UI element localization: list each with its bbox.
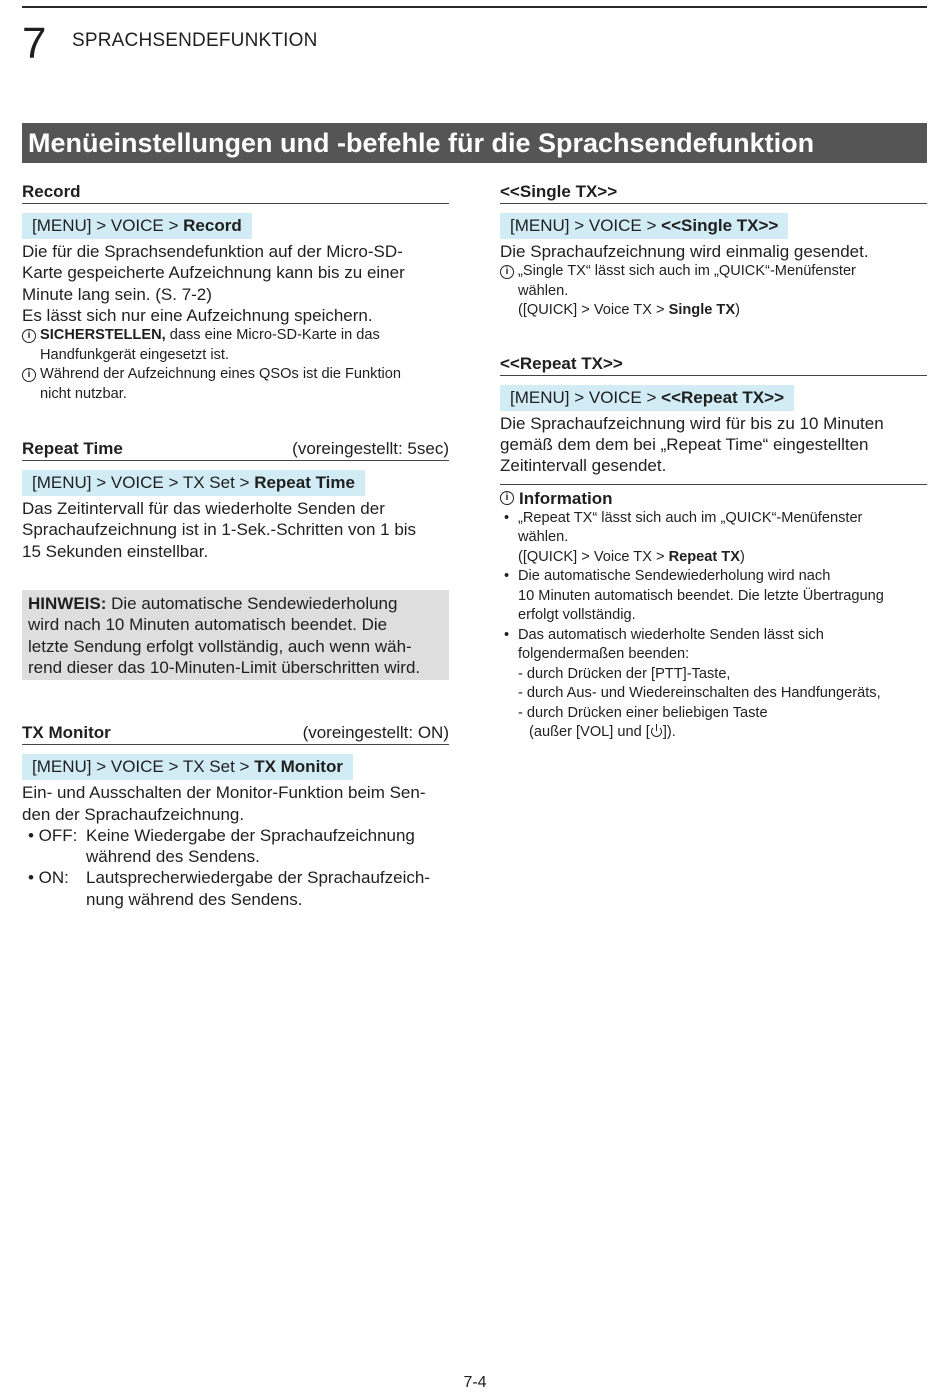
single-tx-title: <<Single TX>> [500, 182, 618, 201]
tx-monitor-description [22, 782, 449, 825]
menu-path-prefix: [MENU] > VOICE > TX Set > [32, 757, 255, 777]
bullet: • [504, 568, 510, 585]
menu-path-item: TX Monitor [254, 757, 343, 777]
bullet: • [504, 626, 510, 643]
info-icon: i [500, 265, 514, 279]
repeat-time-title: Repeat Time [22, 439, 123, 459]
repeat-time-default: (voreingestellt: 5sec) [292, 439, 449, 459]
menu-path-item: <<Repeat TX>> [661, 387, 784, 407]
info-text: ]). [662, 724, 676, 741]
repeat-tx-heading [500, 353, 927, 376]
single-tx-heading [500, 181, 927, 204]
note-text: „Single TX“ lässt sich auch im „QUICK“-Menüfenster [518, 263, 856, 280]
info-subitem: - durch Drücken der [PTT]-Taste, [518, 665, 731, 682]
option-text: Lautsprecherwiedergabe der Sprachaufzeich- [86, 868, 430, 888]
tx-monitor-heading [22, 722, 449, 745]
body-line: Es lässt sich nur eine Aufzeichnung speichern. [22, 305, 373, 325]
info-text: Die automatische Sendewiederholung wird nach [518, 568, 831, 585]
note-text: dass eine Micro-SD-Karte in das [165, 327, 380, 344]
body-line: Die Sprachaufzeichnung wird für bis zu 10 Minuten [500, 413, 884, 433]
hinweis-text: wird nach 10 Minuten automatisch beendet. Die [28, 615, 388, 635]
repeat-tx-description [500, 413, 927, 477]
chapter-number: 7 [22, 19, 47, 68]
info-text: „Repeat TX“ lässt sich auch im „QUICK“-Menüfenster [518, 509, 863, 526]
single-tx-description [500, 241, 927, 262]
body-line: Das Zeitintervall für das wiederholte Senden der [22, 499, 385, 519]
note-text: ) [735, 302, 740, 319]
information-item [500, 567, 927, 626]
menu-path-item: Repeat Time [254, 473, 355, 493]
right-column [500, 181, 927, 743]
option-label: • OFF: [28, 825, 78, 845]
information-title: Information [519, 488, 613, 508]
info-text: ([QUICK] > Voice TX > [518, 548, 669, 565]
note-text: Handfunkgerät eingesetzt ist. [40, 346, 230, 363]
information-item [500, 626, 927, 743]
body-line: Sprachaufzeichnung ist in 1-Sek.-Schritten von 1 bis [22, 520, 417, 540]
repeat-tx-title: <<Repeat TX>> [500, 353, 623, 373]
top-rule [22, 6, 927, 8]
menu-path-prefix: [MENU] > VOICE > TX Set > [32, 473, 255, 493]
info-text: Das automatisch wiederholte Senden lässt sich [518, 626, 824, 643]
info-text: wählen. [518, 529, 569, 546]
record-menu-path [22, 213, 252, 239]
menu-path-prefix: [MENU] > VOICE > [510, 387, 662, 407]
info-icon: i [22, 368, 36, 382]
left-column [22, 181, 449, 910]
information-list [500, 509, 927, 743]
information-item [500, 509, 927, 568]
info-subitem: - durch Drücken einer beliebigen Taste [518, 704, 768, 721]
tx-monitor-default: (voreingestellt: ON) [302, 723, 449, 743]
note-text: wählen. [518, 282, 569, 299]
tx-monitor-title: TX Monitor [22, 723, 111, 743]
bullet: • [504, 509, 510, 526]
note-text: Während der Aufzeichnung eines QSOs ist die Funktion [40, 366, 401, 383]
option-on [22, 867, 449, 910]
record-note-qso [22, 365, 449, 404]
repeat-time-heading [22, 438, 449, 461]
body-line: Karte gespeicherte Aufzeichnung kann bis zu einer [22, 263, 405, 283]
section-banner: Menüeinstellungen und -befehle für die Sprachsendefunktion [22, 123, 927, 163]
hinweis-box [22, 590, 449, 680]
option-text: Keine Wiedergabe der Sprachaufzeichnung [86, 825, 415, 845]
note-text: nicht nutzbar. [40, 385, 127, 402]
chapter-title: SPRACHSENDEFUNKTION [72, 30, 318, 51]
record-description [22, 241, 449, 326]
menu-path-prefix: [MENU] > VOICE > [32, 216, 184, 235]
hinweis-text: letzte Sendung erfolgt vollständig, auch wenn wäh- [28, 636, 412, 656]
option-label: • ON: [28, 868, 69, 888]
menu-path-item: <<Single TX>> [661, 216, 779, 235]
body-line: Minute lang sein. (S. 7-2) [22, 284, 212, 304]
repeat-time-description [22, 498, 449, 562]
info-subitem-cont [518, 723, 927, 743]
power-icon [650, 724, 663, 737]
info-emphasis: Repeat TX [668, 548, 740, 565]
single-tx-note [500, 262, 927, 321]
info-icon: i [22, 329, 36, 343]
note-emphasis: SICHERSTELLEN, [40, 327, 166, 344]
single-tx-menu-path [500, 213, 788, 239]
info-subitem: - durch Aus- und Wiedereinschalten des Handfungeräts, [518, 685, 881, 702]
menu-path-prefix: [MENU] > VOICE > [510, 216, 662, 235]
body-line: Ein- und Ausschalten der Monitor-Funktion beim Sen- [22, 783, 426, 803]
tx-monitor-options [22, 825, 449, 910]
body-line: gemäß dem dem bei „Repeat Time“ eingestellten [500, 435, 869, 455]
note-emphasis: Single TX [668, 302, 736, 319]
info-text: ) [739, 548, 745, 565]
option-off [22, 825, 449, 868]
repeat-tx-menu-path [500, 385, 794, 411]
repeat-time-menu-path [22, 470, 365, 496]
record-note-sd-card [22, 326, 449, 365]
record-title: Record [22, 182, 81, 201]
note-text: ([QUICK] > Voice TX > [518, 302, 669, 319]
information-heading [500, 484, 927, 509]
option-text-block [86, 825, 449, 868]
info-text: erfolgt vollständig. [518, 607, 636, 624]
hinweis-text: rend dieser das 10-Minuten-Limit überschritten wird. [28, 657, 421, 677]
body-line: den der Sprachaufzeichnung. [22, 804, 245, 824]
body-line: Die für die Sprachsendefunktion auf der Micro-SD- [22, 242, 403, 261]
page-number: 7-4 [463, 1374, 487, 1391]
info-icon: i [500, 491, 514, 505]
body-line: Zeitintervall gesendet. [500, 456, 667, 476]
option-text-block [86, 867, 449, 910]
body-line: Die Sprachaufzeichnung wird einmalig gesendet. [500, 242, 869, 261]
tx-monitor-menu-path [22, 754, 353, 780]
body-line: 15 Sekunden einstellbar. [22, 541, 209, 561]
hinweis-text: Die automatische Sendewiederholung [106, 594, 398, 614]
info-text: (außer [VOL] und [ [529, 724, 650, 741]
option-text: nung während des Sendens. [86, 889, 303, 909]
record-heading [22, 181, 449, 204]
hinweis-label: HINWEIS: [28, 594, 107, 614]
info-text: folgendermaßen beenden: [518, 646, 690, 663]
option-text: während des Sendens. [86, 847, 260, 867]
info-text: 10 Minuten automatisch beendet. Die letzte Übertragung [518, 587, 884, 604]
menu-path-item: Record [183, 216, 242, 235]
